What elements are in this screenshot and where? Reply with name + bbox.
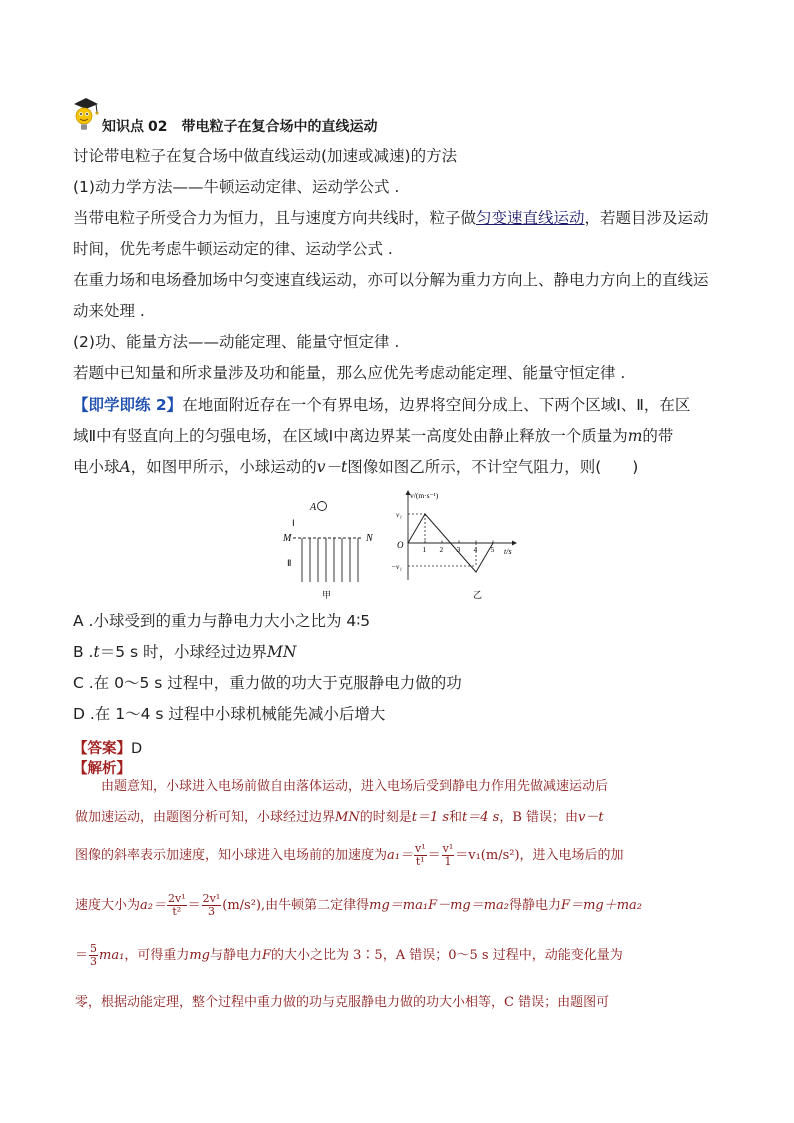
exercise-line-2	[73, 426, 733, 446]
x-axis-label: t/s	[504, 547, 512, 556]
explanation-heading	[73, 757, 131, 778]
boundary-left-label: M	[283, 533, 292, 544]
y-tick-v1: v₁	[396, 510, 402, 519]
region-1-label: Ⅰ	[292, 518, 295, 528]
var-m: m	[627, 427, 643, 445]
var-ma1: ma₁	[99, 948, 125, 963]
figure-jia	[282, 502, 374, 602]
option-a[interactable]: A .小球受到的重力与静电力大小之比为 4∶5	[73, 612, 371, 630]
numerator: 5	[90, 942, 98, 955]
text-run: (m/s²),由牛顿第二定律得	[222, 898, 370, 913]
text-run: ，如图甲所示，小球运动的	[130, 458, 317, 476]
explanation-line-1: 由题意知，小球进入电场前做自由落体运动，进入电场后受到静电力作用先做减速运动后	[101, 779, 609, 794]
vt-point	[492, 542, 493, 543]
vt-point	[450, 542, 451, 543]
text-run: 得静电力	[509, 898, 562, 913]
numerator: 2v¹	[202, 892, 221, 905]
boundary-right-label: N	[366, 533, 373, 544]
figure-yi	[391, 490, 517, 601]
exercise-line-3	[73, 457, 733, 477]
denominator: t¹	[415, 855, 425, 868]
explanation-line-3	[75, 843, 725, 868]
text-run: 当带电粒子所受合力为恒力，且与速度方向共线时，粒子做	[73, 209, 477, 227]
text-run: 图像如图乙所示，不计空气阻力，则( )	[347, 458, 639, 476]
exercise-line-1	[73, 395, 733, 415]
region-2-label: Ⅱ	[287, 558, 292, 568]
y-tick-neg-v1: −v₁	[391, 562, 402, 571]
var-vt: v－t	[316, 458, 348, 476]
denominator: 3	[207, 905, 215, 918]
method-1-line-2: 时间，优先考虑牛顿运动定的律、运动学公式 .	[73, 240, 393, 258]
fraction	[202, 893, 222, 918]
var-A: A	[119, 458, 131, 476]
answer-value: D	[131, 741, 143, 757]
explanation-line-2	[75, 808, 725, 828]
text-run: ＝v₁(m/s²)，进入电场后的加	[455, 848, 624, 863]
method-1-line-3: 在重力场和电场叠加场中匀变速直线运动，亦可以分解为重力方向上、静电力方向上的直线运	[73, 271, 709, 289]
eq-force: F＝mg＋ma₂	[561, 898, 643, 913]
section-heading	[70, 96, 730, 136]
text-run: 的大小之比为 3∶5，A 错误；0～5 s 过程中，动能变化量为	[271, 948, 623, 963]
section-title-text: 带电粒子在复合场中的直线运动	[181, 119, 378, 135]
var-mg: mg	[189, 948, 210, 963]
fraction	[442, 843, 455, 868]
text-run: 和	[449, 810, 463, 825]
method-2-title: (2)功、能量方法——动能定理、能量守恒定律 .	[73, 333, 400, 351]
var-mn: MN	[267, 643, 297, 661]
numerator: v¹	[442, 842, 454, 855]
section-number: 02	[148, 119, 168, 135]
fraction	[414, 843, 427, 868]
method-1-line-4: 动来处理 .	[73, 302, 145, 320]
vt-point	[475, 571, 476, 572]
origin-label: O	[397, 540, 404, 550]
vt-point	[424, 513, 425, 514]
text-run: ＝	[187, 898, 201, 913]
text-run: ＝	[427, 848, 441, 863]
vt-point	[407, 542, 408, 543]
fraction	[89, 943, 98, 968]
explanation-label: 【解析】	[73, 761, 131, 777]
time-2: t＝4 s	[462, 810, 500, 825]
explanation-line-4	[75, 893, 725, 918]
exercise-tag: 【即学即练 2】	[73, 396, 183, 414]
denominator: 3	[90, 955, 98, 968]
denominator: t²	[172, 905, 182, 918]
text-run: ，若题目涉及运动	[584, 209, 709, 227]
ball-icon	[318, 502, 327, 511]
denominator: 1	[444, 855, 452, 868]
method-2-line: 若题中已知量和所求量涉及功和能量，那么应优先考虑动能定理、能量守恒定律 .	[73, 364, 626, 382]
text-run: 的时刻是	[359, 810, 412, 825]
x-tick-label: 4	[473, 545, 478, 554]
var-mn: MN	[335, 810, 360, 825]
text-run: 速度大小为	[75, 898, 141, 913]
text-run: B .	[73, 643, 94, 661]
answer-line	[73, 737, 142, 758]
numerator: v¹	[414, 842, 426, 855]
text-run: 的带	[642, 427, 674, 445]
x-tick-label: 2	[439, 545, 444, 554]
x-axis-arrow-icon	[512, 541, 517, 546]
section-title	[102, 116, 377, 136]
text-run: ＝5 s 时，小球经过边界	[99, 643, 268, 661]
option-c[interactable]: C .在 0～5 s 过程中，重力做的功大于克服静电力做的功	[73, 674, 462, 692]
text-run: 与静电力	[209, 948, 262, 963]
x-tick-label: 1	[422, 545, 427, 554]
var-F: F	[262, 948, 272, 963]
text-run: 电小球	[73, 458, 120, 476]
ball-label: A	[310, 502, 317, 513]
mascot-icon	[70, 96, 102, 136]
eq-a1: a₁＝	[387, 848, 413, 863]
explanation-line-6: 零，根据动能定理，整个过程中重力做的功与克服静电力做的功大小相等，C 错误；由题图可	[75, 995, 610, 1010]
caption-jia: 甲	[322, 591, 332, 601]
var-t: t	[93, 643, 100, 661]
term-link[interactable]: 匀变速直线运动	[476, 209, 585, 227]
section-label: 知识点	[102, 119, 144, 135]
explanation-line-5	[75, 943, 725, 968]
var-vt: v－t	[578, 810, 604, 825]
method-1-paragraph	[73, 208, 733, 228]
fraction	[167, 893, 187, 918]
figure	[270, 488, 540, 606]
option-d[interactable]: D .在 1～4 s 过程中小球机械能先减小后增大	[73, 705, 386, 723]
caption-yi: 乙	[473, 591, 483, 601]
field-lines	[302, 538, 358, 582]
x-tick-label: 5	[490, 545, 495, 554]
text-run: 图像的斜率表示加速度，知小球进入电场前的加速度为	[75, 848, 388, 863]
text-run: 做加速运动，由题图分析可知，小球经过边界	[75, 810, 336, 825]
eq-newton: mg＝ma₁F－mg＝ma₂	[369, 898, 510, 913]
intro-line: 讨论带电粒子在复合场中做直线运动(加速或减速)的方法	[73, 147, 458, 165]
text-run: ，B 错误；由	[499, 810, 579, 825]
x-tick-label: 3	[456, 545, 461, 554]
answer-label: 【答案】	[73, 741, 131, 757]
text-run: ＝	[75, 948, 89, 963]
option-b[interactable]	[73, 642, 733, 662]
text-run: 域Ⅱ中有竖直向上的匀强电场，在区域Ⅰ中离边界某一高度处由静止释放一个质量为	[73, 427, 628, 445]
text-run: ，可得重力	[124, 948, 190, 963]
method-1-title: (1)动力学方法——牛顿运动定律、运动学公式 .	[73, 178, 400, 196]
text-run: 在地面附近存在一个有界电场，边界将空间分成上、下两个区域Ⅰ、Ⅱ，在区	[182, 396, 691, 414]
time-1: t＝1 s	[411, 810, 450, 825]
numerator: 2v¹	[167, 892, 186, 905]
y-axis-label: v/(m·s⁻¹)	[410, 491, 439, 500]
eq-a2: a₂＝	[140, 898, 166, 913]
